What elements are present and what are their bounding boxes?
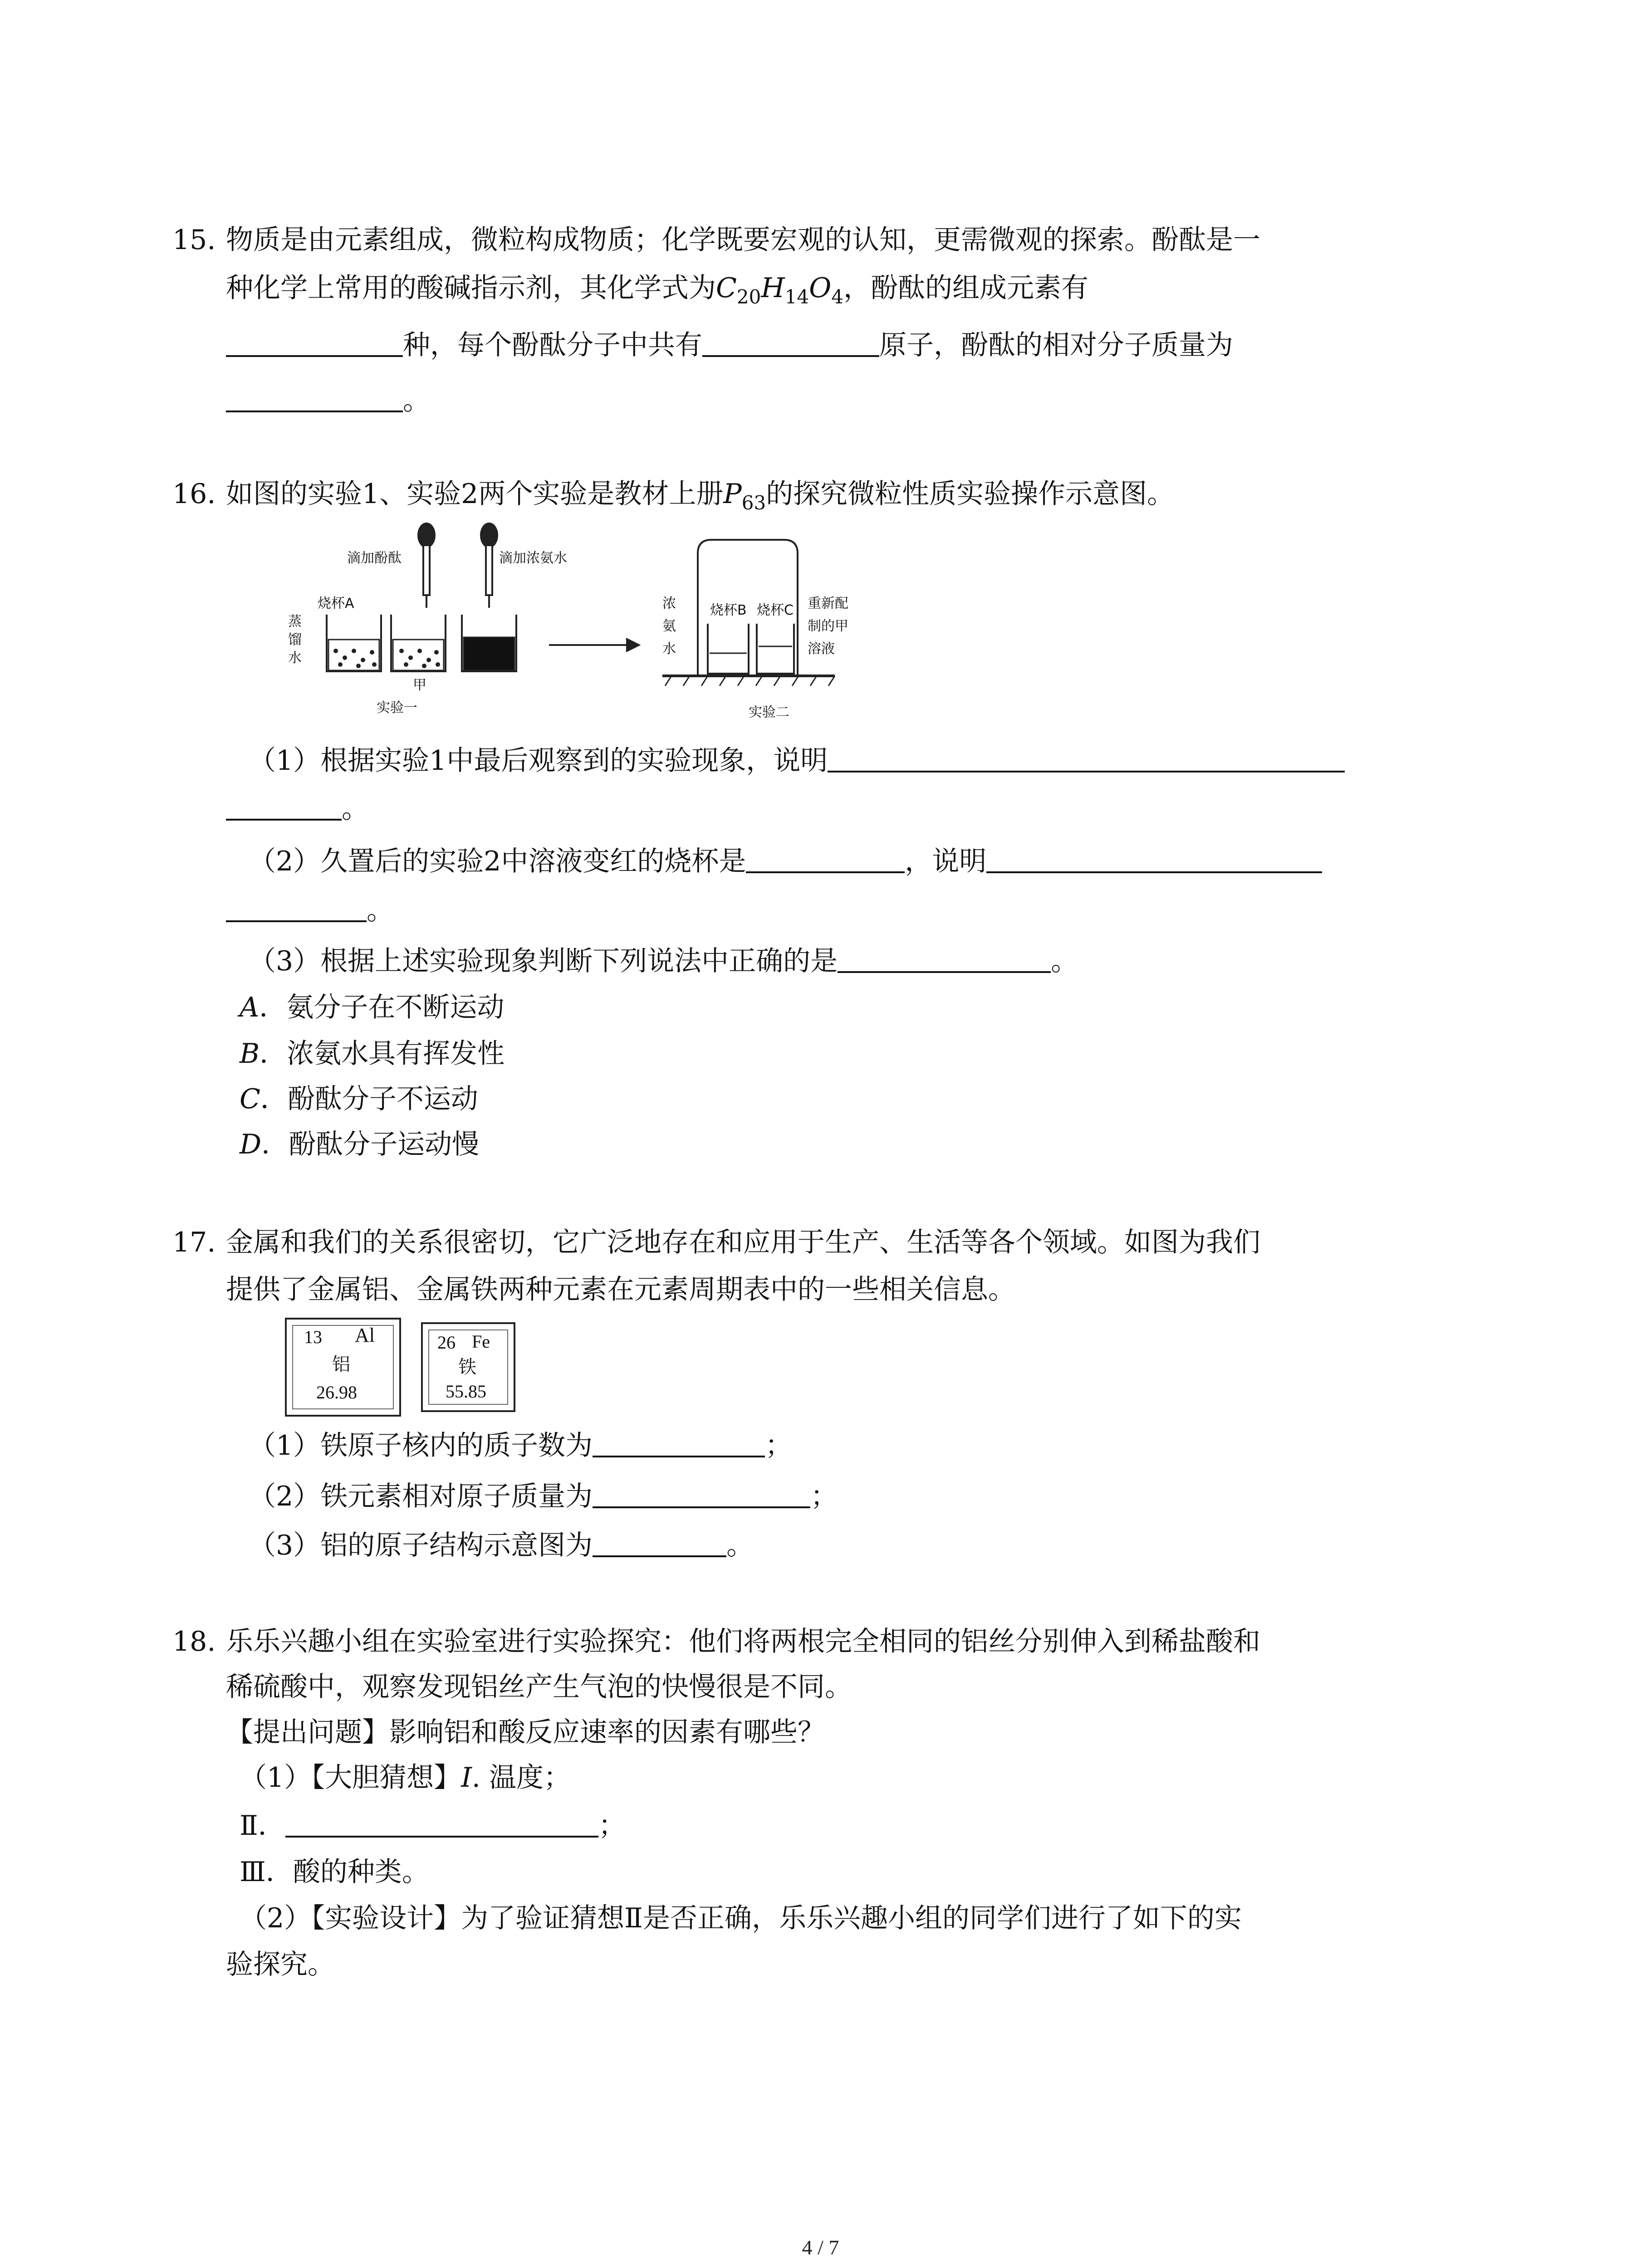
- q18-line-8: 验探究。: [226, 1949, 335, 1980]
- dropper-bulb: [418, 523, 435, 547]
- question-number: 18.: [172, 1626, 216, 1657]
- label-drop-ammonia: 滴加浓氨水: [499, 550, 567, 566]
- svg-text:重新配: 重新配: [808, 596, 848, 611]
- dropper-tube: [486, 545, 492, 595]
- q18-line-4: （1）【大胆猜想】I. 温度；: [240, 1762, 571, 1794]
- atomic-mass: 55.85: [446, 1381, 486, 1402]
- question-number: 15.: [172, 224, 216, 256]
- answer-blank[interactable]: [838, 944, 1051, 973]
- question-number: 17.: [172, 1227, 216, 1258]
- answer-blank[interactable]: [986, 844, 1322, 873]
- element-symbol: Fe: [472, 1331, 490, 1352]
- beaker: [757, 624, 794, 674]
- svg-text:水: 水: [288, 650, 302, 666]
- answer-blank[interactable]: [226, 792, 342, 821]
- q16-sub-2-cont: 。: [226, 884, 394, 937]
- beaker: [708, 624, 749, 674]
- dropper-bulb: [481, 523, 497, 547]
- q15-line-4: 。: [226, 374, 430, 427]
- answer-blank[interactable]: [746, 844, 905, 873]
- atomic-mass: 26.98: [316, 1382, 357, 1403]
- label-exp2: 实验二: [749, 704, 789, 720]
- q17-sub-3: （3）铝的原子结构示意图为 。: [249, 1519, 754, 1572]
- q18-line-1: 乐乐兴趣小组在实验室进行实验探究：他们将两根完全相同的铝丝分别伸入到稀盐酸和: [226, 1626, 1260, 1657]
- svg-text:馏: 馏: [288, 632, 302, 648]
- q18-line-5: Ⅱ． ；: [240, 1799, 626, 1853]
- option-c[interactable]: C．酚酞分子不运动: [240, 1083, 478, 1115]
- svg-text:水: 水: [662, 641, 676, 657]
- element-card-al: [285, 1318, 401, 1417]
- question-17-parts: [226, 1419, 1442, 1582]
- answer-blank[interactable]: [226, 328, 403, 357]
- question-16-parts: [226, 734, 1442, 1188]
- svg-text:浓: 浓: [662, 596, 676, 611]
- q17-line-1: 金属和我们的关系很密切，它广泛地存在和应用于生产、生活等各个领域。如图为我们: [226, 1227, 1260, 1258]
- option-a[interactable]: A．氨分子在不断运动: [240, 992, 505, 1023]
- q16-sub-1: （1）根据实验1中最后观察到的实验现象，说明: [249, 734, 1345, 787]
- answer-blank[interactable]: [226, 893, 367, 922]
- answer-blank[interactable]: [828, 743, 1345, 772]
- answer-blank[interactable]: [226, 383, 403, 412]
- answer-blank[interactable]: [593, 1428, 765, 1457]
- answer-blank[interactable]: [702, 328, 879, 357]
- svg-text:蒸: 蒸: [288, 614, 302, 630]
- q18-line-7: （2）【实验设计】为了验证猜想Ⅱ是否正确，乐乐兴趣小组的同学们进行了如下的实: [240, 1902, 1242, 1934]
- q15-line-3: 种，每个酚酞分子中共有 原子，酚酞的相对分子质量为: [226, 318, 1233, 372]
- label-beaker-b: 烧杯B: [710, 602, 747, 618]
- label-exp1: 实验一: [377, 700, 417, 716]
- answer-blank[interactable]: [285, 1809, 598, 1838]
- label-jia: 甲: [413, 677, 426, 693]
- q16-sub-1-cont: 。: [226, 782, 369, 836]
- label-beaker-a: 烧杯A: [318, 596, 354, 611]
- element-name: 铁: [458, 1357, 476, 1378]
- q16-sub-3: （3）根据上述实验现象判断下列说法中正确的是 。: [249, 934, 1078, 988]
- answer-blank[interactable]: [593, 1479, 810, 1508]
- q16-sub-2: （2）久置后的实验2中溶液变红的烧杯是 ，说明: [249, 835, 1322, 888]
- q18-line-6: Ⅲ．酸的种类。: [240, 1856, 429, 1888]
- q18-line-3: 【提出问题】影响铝和酸反应速率的因素有哪些？: [226, 1716, 825, 1748]
- page-number: 4 / 7: [802, 2236, 839, 2259]
- element-symbol: Al: [355, 1324, 375, 1346]
- answer-blank[interactable]: [593, 1528, 726, 1557]
- svg-text:制的甲: 制的甲: [808, 618, 848, 634]
- option-d[interactable]: D．酚酞分子运动慢: [240, 1129, 480, 1160]
- q17-line-2: 提供了金属铝、金属铁两种元素在元素周期表中的一些相关信息。: [226, 1274, 1015, 1305]
- option-b[interactable]: B．浓氨水具有挥发性: [240, 1038, 505, 1070]
- q18-line-2: 稀硫酸中，观察发现铝丝产生气泡的快慢很是不同。: [226, 1671, 852, 1703]
- label-beaker-c: 烧杯C: [757, 602, 794, 618]
- q15-line-2: 种化学上常用的酸碱指示剂，其化学式为$C_{20}H_{14}O_4$，酚酞的组成元素有: [226, 272, 1089, 308]
- q16-line-1: 如图的实验1、实验2两个实验是教材上册$P_{63}$的探究微粒性质实验操作示意图。: [226, 478, 1175, 514]
- svg-text:溶液: 溶液: [808, 641, 835, 657]
- element-name: 铝: [332, 1354, 350, 1375]
- dropper-tube: [423, 545, 430, 595]
- question-number: 16.: [172, 478, 216, 510]
- element-card-fe: [421, 1322, 515, 1412]
- q17-sub-2: （2）铁元素相对原子质量为 ；: [249, 1470, 838, 1523]
- svg-text:氨: 氨: [662, 618, 676, 634]
- question-18: [172, 1615, 1442, 1980]
- q15-line-1: 物质是由元素组成，微粒构成物质；化学既要宏观的认知，更需微观的探索。酚酞是一: [226, 224, 1260, 256]
- atomic-number: 26: [437, 1332, 456, 1353]
- experiment-diagram: [272, 522, 898, 730]
- question-15: [172, 213, 1442, 431]
- atomic-number: 13: [304, 1327, 322, 1347]
- q17-sub-1: （1）铁原子核内的质子数为 ；: [249, 1419, 792, 1472]
- label-drop-phenol: 滴加酚酞: [347, 550, 402, 566]
